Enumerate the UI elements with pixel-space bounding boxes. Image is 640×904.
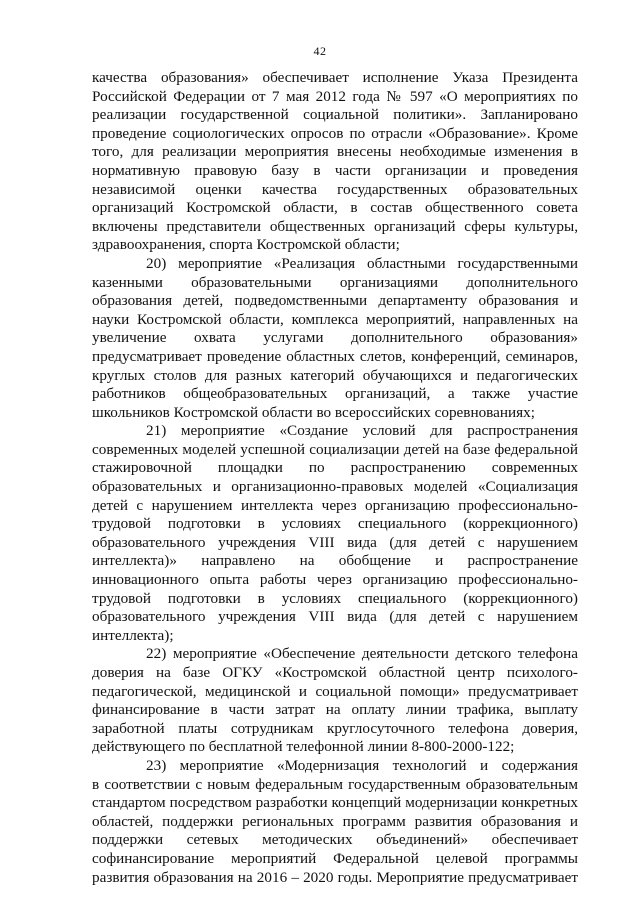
text-line: в соответствии с новым федеральным государственным образовательным: [92, 775, 578, 793]
text-line: доверия на базе ОГКУ «Костромской областной центр психолого-: [92, 664, 578, 681]
text-line: науки Костромской области, комплекса мероприятий, направленных на: [92, 310, 578, 328]
text-line: поддержки сетевых методических объединений» обеспечивает: [92, 831, 578, 849]
text-line: круглых столов для разных категорий обучающихся и педагогических: [92, 366, 578, 384]
body-text: [92, 69, 578, 887]
text-line: Российской Федерации от 7 мая 2012 года № 597 «О мероприятиях по: [92, 87, 578, 105]
text-line: организаций Костромской области, в состав общественного совета: [92, 199, 578, 217]
text-line: инновационного опыта работы через организацию профессионально-: [92, 571, 578, 589]
text-line: реализации государственной социальной политики». Запланировано: [92, 106, 578, 124]
text-line: школьников Костромской области во всероссийских соревнованиях;: [92, 403, 535, 421]
text-line: действующего по бесплатной телефонной линии 8-800-2000-122;: [92, 738, 515, 756]
text-line: педагогической, медицинской и социальной помощи» предусматривает: [92, 682, 578, 700]
text-line: 23) мероприятие «Модернизация технологий и содержания: [146, 756, 578, 774]
text-line: трудовой подготовки в условиях специального (коррекционного): [92, 589, 578, 607]
text-line: интеллекта);: [92, 626, 174, 644]
text-line: стажировочной площадки по распространению современных: [92, 459, 578, 477]
text-line: заработной платы сотрудникам круглосуточного телефона доверия,: [92, 719, 578, 737]
text-line: включены представители общественных организаций сферы культуры,: [92, 217, 578, 235]
text-line: развития образования на 2016 – 2020 годы. Мероприятие предусматривает: [92, 868, 578, 886]
text-line: образования детей, подведомственными департаменту образования и: [92, 292, 578, 310]
text-line: интеллекта)» направлено на обобщение и распространение: [92, 552, 578, 570]
text-line: здравоохранения, спорта Костромской области;: [92, 236, 400, 254]
text-line: нормативную правовую базу в части организации и проведения: [92, 161, 578, 179]
text-line: областей, поддержки региональных программ развития образования и: [92, 812, 578, 830]
page-number: 42: [313, 44, 327, 58]
text-line: работников общеобразовательных организаций, а также участие: [92, 385, 578, 403]
text-line: современных моделей успешной социализации детей на базе федеральной: [92, 440, 578, 458]
text-line: качества образования» обеспечивает исполнение Указа Президента: [92, 69, 578, 86]
text-line: 21) мероприятие «Создание условий для распространения: [146, 422, 578, 440]
text-line: предусматривает проведение областных слетов, конференций, семинаров,: [92, 347, 578, 365]
text-line: финансирование в части затрат на оплату линии трафика, выплату: [92, 701, 578, 719]
text-line: независимой оценки качества государственных образовательных: [92, 180, 578, 198]
text-line: того, для реализации мероприятия внесены необходимые изменения в: [92, 143, 578, 161]
text-line: 20) мероприятие «Реализация областными государственными: [146, 254, 578, 272]
text-line: 22) мероприятие «Обеспечение деятельности детского телефона: [146, 645, 578, 663]
text-line: проведение социологических опросов по отрасли «Образование». Кроме: [92, 124, 578, 142]
text-line: образовательного учреждения VIII вида (для детей с нарушением: [92, 608, 578, 626]
text-line: трудовой подготовки в условиях специального (коррекционного): [92, 515, 578, 533]
text-line: детей с нарушением интеллекта через организацию профессионально-: [92, 496, 578, 514]
text-line: софинансирование мероприятий Федеральной целевой программы: [92, 849, 578, 867]
text-line: стандартом посредством разработки концепций модернизации конкретных: [92, 794, 578, 812]
text-line: образовательных и организационно-правовых моделей «Социализация: [92, 478, 578, 496]
text-line: казенными образовательными организациями дополнительного: [92, 273, 578, 291]
text-line: образовательного учреждения VIII вида (для детей с нарушением: [92, 533, 578, 551]
text-line: увеличение охвата услугами дополнительного образования»: [92, 329, 578, 347]
